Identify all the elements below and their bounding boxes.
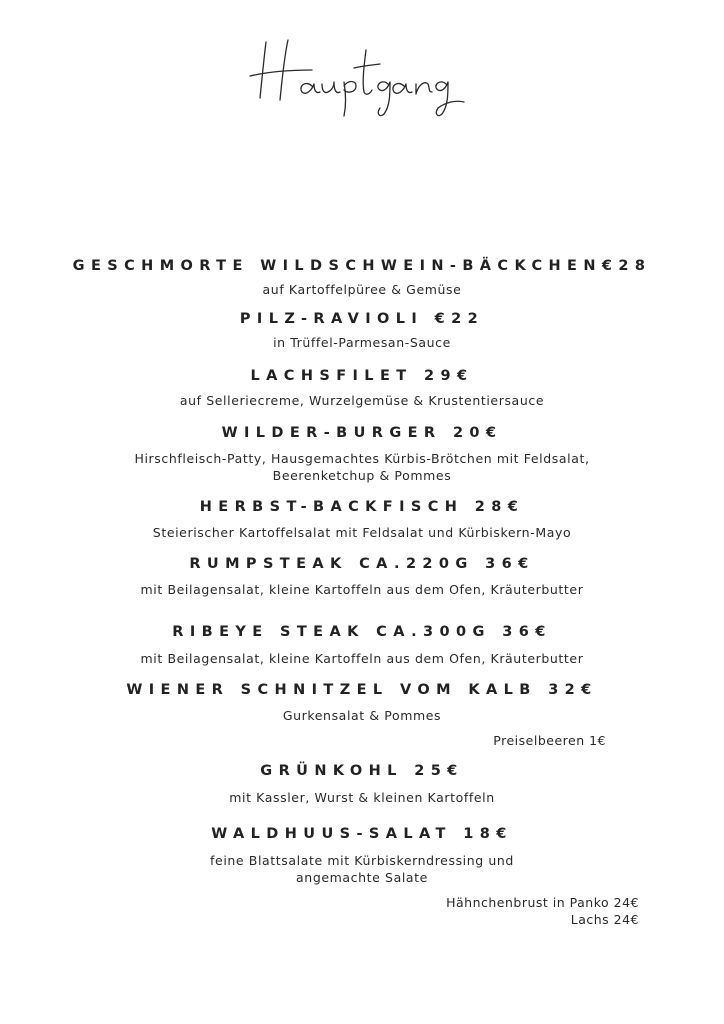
dish-1-name: GESCHMORTE WILDSCHWEIN-BÄCKCHEN€28 [72,258,652,274]
dish-10-description-line-2: angemachte Salate [296,870,428,885]
page-title [0,28,724,118]
dish-10-name: WALDHUUS-SALAT 18€ [211,826,513,842]
dish-1-description: auf Kartoffelpüree & Gemüse [262,282,462,297]
dish-8-description: Gurkensalat & Pommes [282,708,442,723]
dish-3-description: auf Selleriecreme, Wurzelgemüse & Krustentiersauce [179,393,545,408]
dish-4-name: WILDER-BURGER 20€ [221,425,503,441]
dish-9-name: GRÜNKOHL 25€ [260,763,464,779]
dish-5-description: Steierischer Kartoffelsalat mit Feldsalat und Kürbiskern-Mayo [152,525,572,540]
dish-8-name: WIENER SCHNITZEL VOM KALB 32€ [126,682,598,698]
dish-6-description: mit Beilagensalat, kleine Kartoffeln aus dem Ofen, Kräuterbutter [140,582,584,597]
handwritten-title-script [242,28,482,118]
dish-7-name: RIBEYE STEAK CA.300G 36€ [172,624,552,640]
dish-10-extra-option-2: Lachs 24€ [570,912,639,927]
dish-4-description-line-2: Beerenketchup & Pommes [272,468,452,483]
dish-10-description-line-1: feine Blattsalate mit Kürbiskerndressing und [210,853,514,868]
dish-2-description: in Trüffel-Parmesan-Sauce [273,335,451,350]
dish-8-extra-option: Preiselbeeren 1€ [493,733,606,748]
dish-7-description: mit Beilagensalat, kleine Kartoffeln aus dem Ofen, Kräuterbutter [140,651,584,666]
dish-10-extra-option-1: Hähnchenbrust in Panko 24€ [446,895,639,910]
dish-2-name: PILZ-RAVIOLI €22 [239,311,485,327]
dish-3-name: LACHSFILET 29€ [250,368,474,384]
dish-9-description: mit Kassler, Wurst & kleinen Kartoffeln [229,790,495,805]
dish-4-description-line-1: Hirschfleisch-Patty, Hausgemachtes Kürbis-Brötchen mit Feldsalat, [134,451,590,466]
dish-6-name: RUMPSTEAK CA.220G 36€ [189,556,535,572]
dish-5-name: HERBST-BACKFISCH 28€ [199,499,525,515]
